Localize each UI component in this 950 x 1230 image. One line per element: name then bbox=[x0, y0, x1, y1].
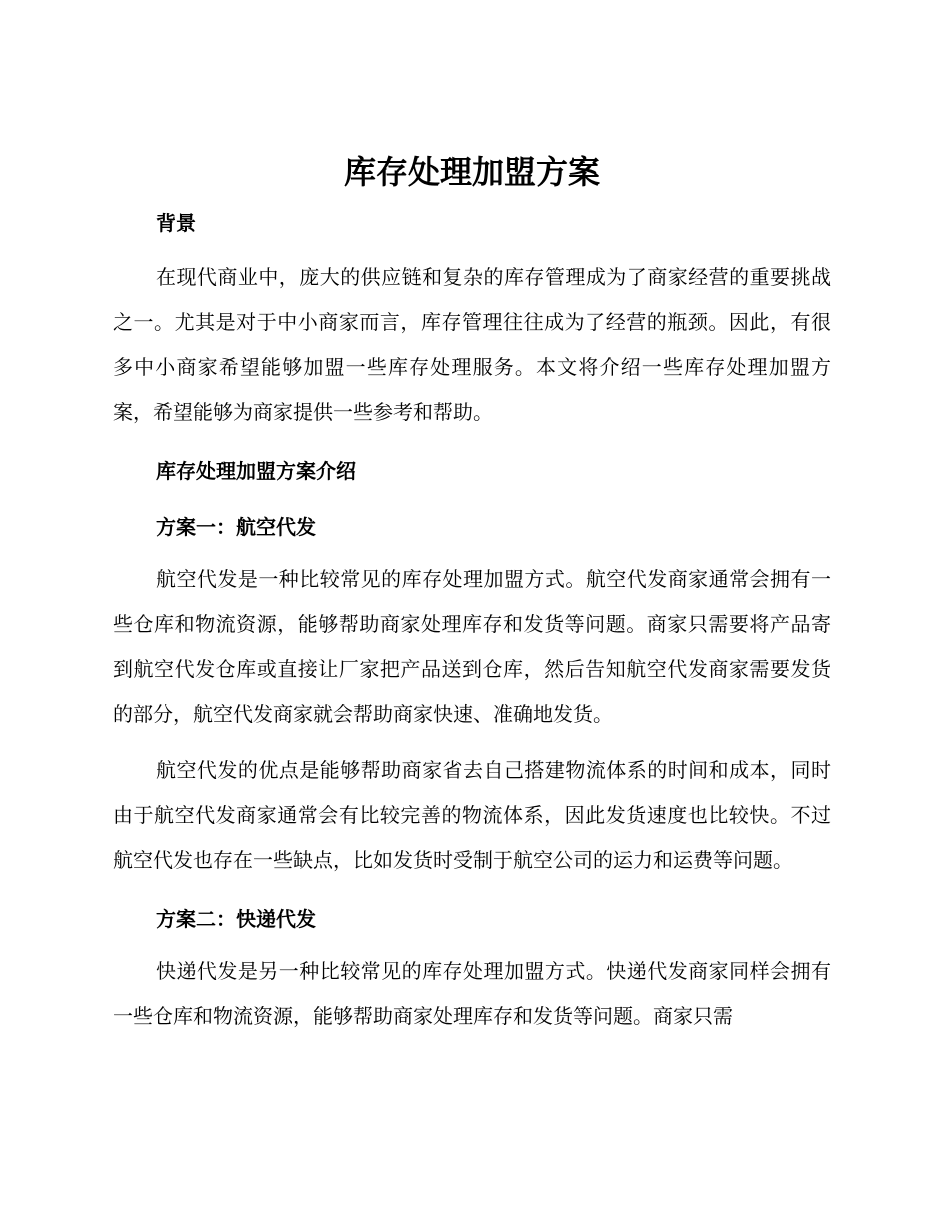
plan2-paragraph-1: 快递代发是另一种比较常见的库存处理加盟方式。快递代发商家同样会拥有一些仓库和物流资源，能够帮助商家处理库存和发货等问题。商家只需 bbox=[113, 959, 831, 1028]
section-heading-background: 背景 bbox=[156, 211, 196, 235]
section-heading-plan1: 方案一：航空代发 bbox=[156, 515, 316, 539]
section-heading-plan2: 方案二：快递代发 bbox=[156, 907, 316, 931]
section-heading-intro: 库存处理加盟方案介绍 bbox=[156, 459, 356, 483]
document-body bbox=[113, 148, 831, 1039]
background-paragraph: 在现代商业中，庞大的供应链和复杂的库存管理成为了商家经营的重要挑战之一。尤其是对于中小商家而言，库存管理往往成为了经营的瓶颈。因此，有很多中小商家希望能够加盟一些库存处理服务。本文将介绍一些库存处理加盟方案，希望能够为商家提供一些参考和帮助。 bbox=[113, 265, 831, 424]
document-title: 库存处理加盟方案 bbox=[343, 153, 600, 191]
plan1-paragraph-1: 航空代发是一种比较常见的库存处理加盟方式。航空代发商家通常会拥有一些仓库和物流资源，能够帮助商家处理库存和发货等问题。商家只需要将产品寄到航空代发仓库或直接让厂家把产品送到仓库，然后告知航空代发商家需要发货的部分，航空代发商家就会帮助商家快速、准确地发货。 bbox=[113, 567, 831, 726]
plan1-paragraph-2: 航空代发的优点是能够帮助商家省去自己搭建物流体系的时间和成本，同时由于航空代发商家通常会有比较完善的物流体系，因此发货速度也比较快。不过航空代发也存在一些缺点，比如发货时受制于航空公司的运力和运费等问题。 bbox=[113, 758, 831, 872]
